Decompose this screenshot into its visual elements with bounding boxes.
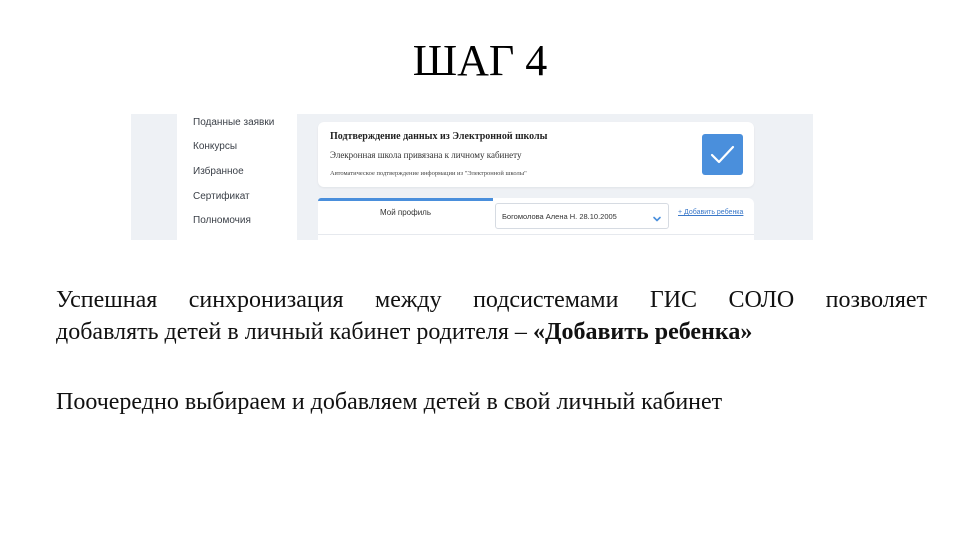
divider [318, 234, 754, 235]
description-paragraph [56, 284, 927, 348]
active-tab-indicator [318, 198, 493, 201]
confirmation-subtitle: Элекронная школа привязана к личному кабинету [330, 150, 522, 160]
screenshot-left-margin [131, 114, 177, 240]
add-child-link[interactable]: + Добавить ребенка [678, 209, 744, 216]
instruction-paragraph: Поочередно выбираем и добавляем детей в свой личный кабинет [56, 389, 723, 415]
child-select-value: Богомолова Алена Н. 28.10.2005 [502, 212, 617, 221]
confirmation-note: Автоматическое подтверждение информации из "Электронной школы" [330, 170, 527, 177]
description-line-1: Успешная синхронизация между подсистемами ГИС СОЛО позволяет [56, 287, 927, 313]
sidebar-item-permissions[interactable]: Полномочия [193, 215, 251, 226]
description-line-2: добавлять детей в личный кабинет родителя – [56, 319, 533, 345]
sidebar [177, 114, 297, 240]
sidebar-item-favorites[interactable]: Избранное [193, 166, 244, 177]
slide-title: ШАГ 4 [412, 36, 548, 85]
chevron-down-icon [652, 211, 662, 221]
sidebar-item-applications[interactable]: Поданные заявки [193, 117, 275, 128]
sidebar-item-certificate[interactable]: Сертификат [193, 191, 250, 202]
checkmark-icon [702, 134, 743, 175]
add-child-emphasis: «Добавить ребенка» [532, 319, 753, 345]
confirmation-title: Подтверждение данных из Электронной школы [330, 131, 548, 142]
child-select[interactable] [495, 203, 669, 229]
sidebar-item-contests[interactable]: Конкурсы [193, 141, 238, 152]
profile-bar [318, 198, 754, 240]
school-confirmation-card [318, 122, 754, 187]
screenshot-panel [131, 114, 813, 240]
tab-my-profile[interactable]: Мой профиль [379, 208, 431, 217]
